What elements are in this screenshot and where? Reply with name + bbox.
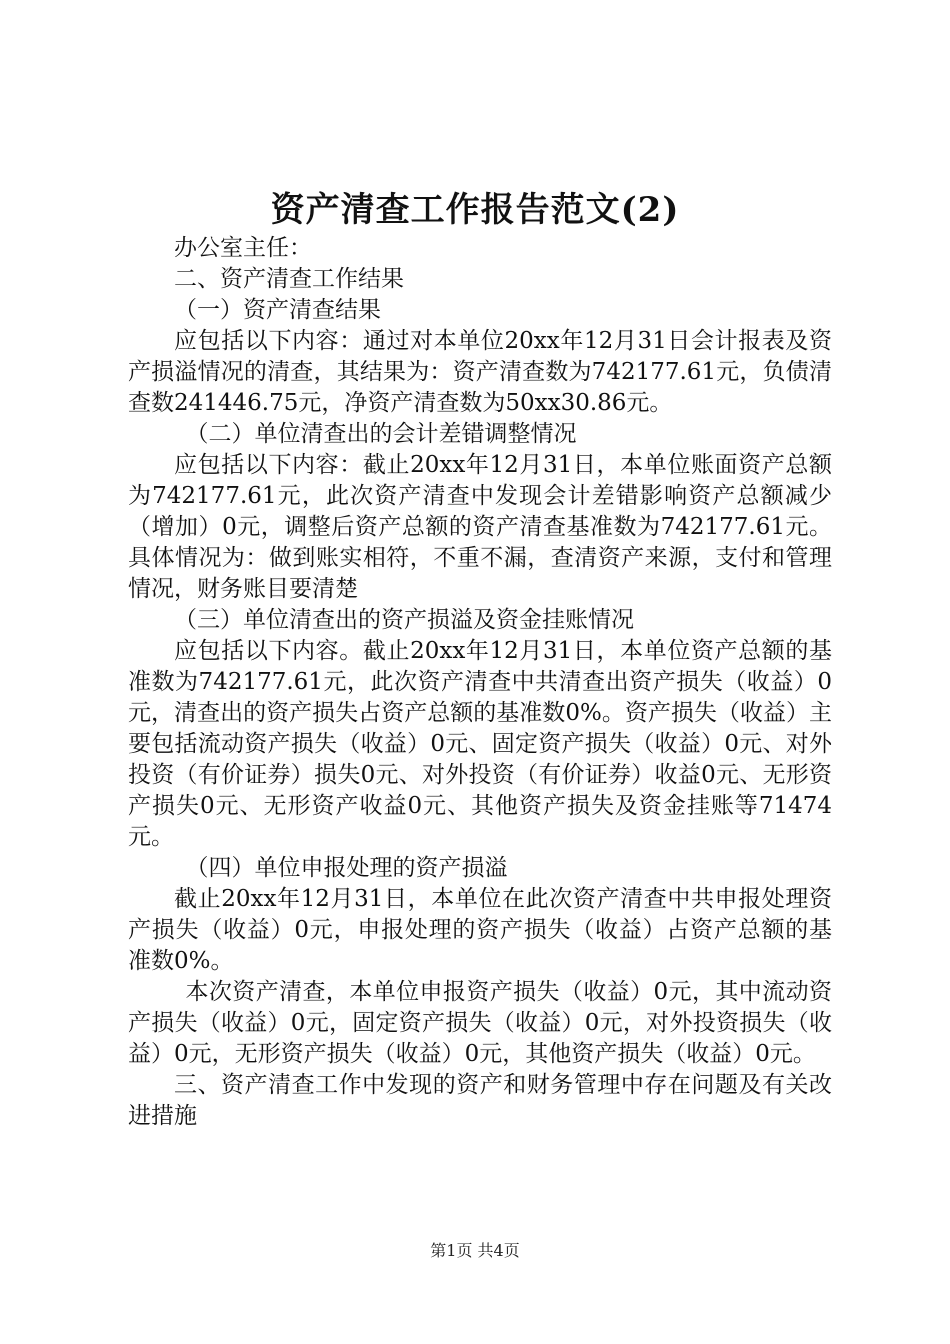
paragraph: 截止20xx年12月31日，本单位在此次资产清查中共申报处理资产损失（收益）0元，申报处理的资产损失（收益）占资产总额的基准数0%。 [128,886,832,974]
subsection-heading: （二）单位清查出的会计差错调整情况 [185,421,577,447]
paragraph: 应包括以下内容：通过对本单位20xx年12月31日会计报表及资产损溢情况的清查，其结果为：资产清查数为742177.61元，负债清查数241446.75元，净资产清查数为50xx30.86元。 [128,328,832,416]
paragraph: 办公室主任： [174,235,312,261]
page-footer: 第1页 共4页 [430,1241,520,1260]
section-heading: 二、资产清查工作结果 [174,266,404,292]
paragraph: 应包括以下内容。截止20xx年12月31日，本单位资产总额的基准数为742177.61元，此次资产清查中共清查出资产损失（收益）0元，清查出的资产损失占资产总额的基准数0%。资产损失（收益）主要包括流动资产损失（收益）0元、固定资产损失（收益）0元、对外投资（有价证券）损失0元、对外投资（有价证券）收益0元、无形资产损失0元、无形资产收益0元、其他资产损失及资金挂账等71474元。 [128,638,832,850]
subsection-heading: （一）资产清查结果 [174,297,381,323]
document-body [128,233,832,1132]
subsection-heading: （三）单位清查出的资产损溢及资金挂账情况 [174,607,634,633]
document-title: 资产清查工作报告范文(2) [270,190,680,230]
paragraph: 应包括以下内容：截止20xx年12月31日，本单位账面资产总额为742177.61元，此次资产清查中发现会计差错影响资产总额减少（增加）0元，调整后资产总额的资产清查基准数为742177.61元。具体情况为：做到账实相符，不重不漏，查清资产来源，支付和管理情况，财务账目要清楚 [128,452,832,602]
section-heading: 三、资产清查工作中发现的资产和财务管理中存在问题及有关改进措施 [128,1072,832,1129]
subsection-heading: （四）单位申报处理的资产损溢 [185,855,508,881]
paragraph: 本次资产清查，本单位申报资产损失（收益）0元，其中流动资产损失（收益）0元，固定资产损失（收益）0元，对外投资损失（收益）0元，无形资产损失（收益）0元，其他资产损失（收益）0元。 [128,979,832,1067]
